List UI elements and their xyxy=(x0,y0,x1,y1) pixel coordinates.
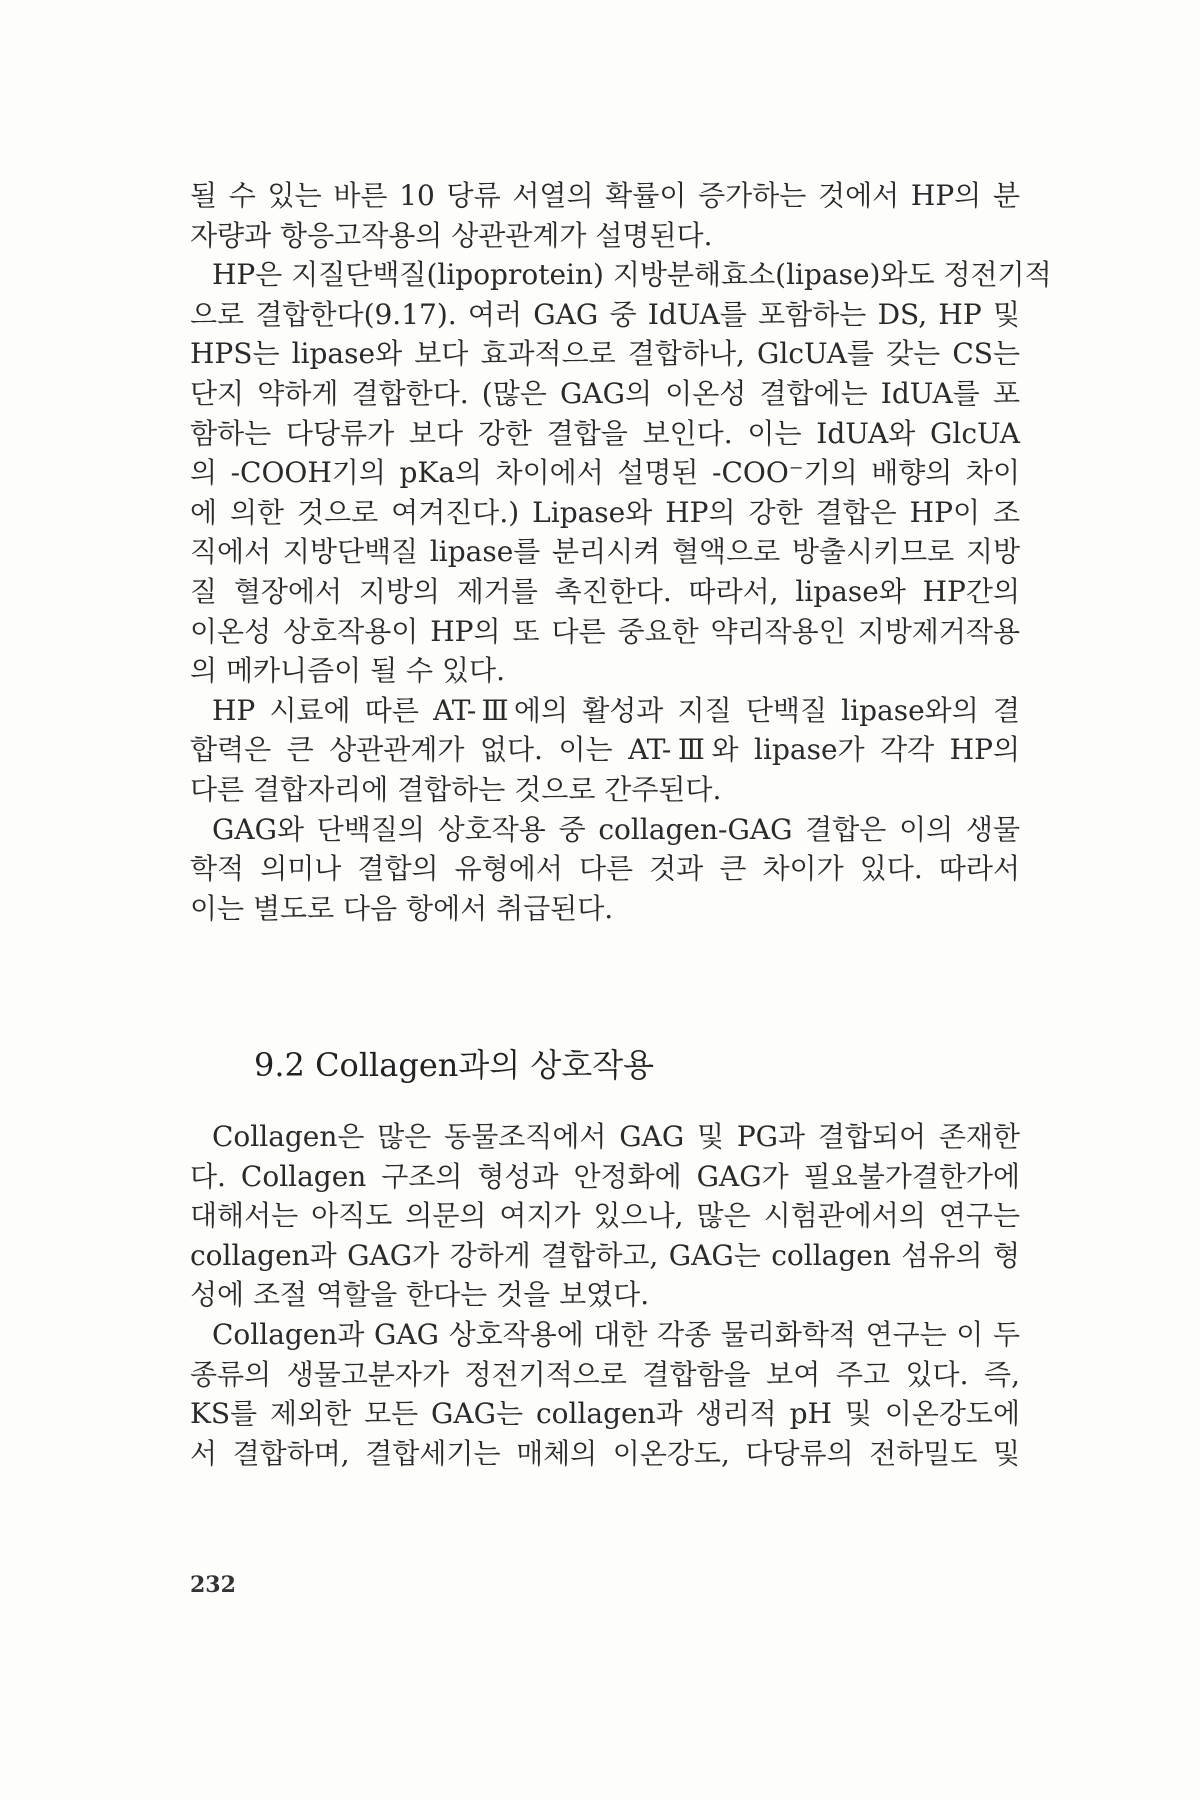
text-line: 다. Collagen 구조의 형성과 안정화에 GAG가 필요불가결한가에 xyxy=(190,1159,1020,1193)
text-line: 함하는 다당류가 보다 강한 결합을 보인다. 이는 IdUA와 GlcUA xyxy=(190,416,1020,450)
text-line: KS를 제외한 모든 GAG는 collagen과 생리적 pH 및 이온강도에 xyxy=(190,1397,1020,1431)
text-line: 대해서는 아직도 의문의 여지가 있으나, 많은 시험관에서의 연구는 xyxy=(190,1199,1020,1233)
text-line: 성에 조절 역할을 한다는 것을 보였다. xyxy=(190,1278,650,1312)
text-line: Collagen은 많은 동물조직에서 GAG 및 PG과 결합되어 존재한 xyxy=(212,1120,1020,1153)
text-line: 자량과 항응고작용의 상관관계가 설명된다. xyxy=(190,218,713,252)
section-heading: 9.2 Collagen과의 상호작용 xyxy=(254,1046,655,1084)
text-line: 의 메카니즘이 될 수 있다. xyxy=(190,654,505,688)
text-line: 이온성 상호작용이 HP의 또 다른 중요한 약리작용인 지방제거작용 xyxy=(190,614,1020,648)
text-line: 단지 약하게 결합한다. (많은 GAG의 이온성 결합에는 IdUA를 포 xyxy=(190,376,1020,410)
text-line: collagen과 GAG가 강하게 결합하고, GAG는 collagen 섬유의 형 xyxy=(190,1238,1020,1272)
page-number: 232 xyxy=(190,1572,236,1598)
text-line: HP 시료에 따른 AT-Ⅲ에의 활성과 지질 단백질 lipase와의 결 xyxy=(212,693,1020,727)
text-line: 으로 결합한다(9.17). 여러 GAG 중 IdUA를 포함하는 DS, HP 및 xyxy=(190,297,1020,331)
text-line: 서 결합하며, 결합세기는 매체의 이온강도, 다당류의 전하밀도 및 xyxy=(190,1436,1020,1470)
text-line: HP은 지질단백질(lipoprotein) 지방분해효소(lipase)와도 정전기적 xyxy=(212,258,1052,292)
text-line: GAG와 단백질의 상호작용 중 collagen-GAG 결합은 이의 생물 xyxy=(212,812,1020,846)
body-text-top xyxy=(190,176,1052,928)
body-text-bottom xyxy=(190,1117,1020,1473)
text-line: 의 -COOH기의 pKa의 차이에서 설명된 -COO⁻기의 배향의 차이 xyxy=(190,456,1020,490)
text-line: HPS는 lipase와 보다 효과적으로 결합하나, GlcUA를 갖는 CS는 xyxy=(190,337,1020,371)
text-line: 다른 결합자리에 결합하는 것으로 간주된다. xyxy=(190,772,722,806)
text-line: Collagen과 GAG 상호작용에 대한 각종 물리화학적 연구는 이 두 xyxy=(212,1317,1020,1351)
text-line: 직에서 지방단백질 lipase를 분리시켜 혈액으로 방출시키므로 지방 xyxy=(190,535,1020,569)
text-line: 학적 의미나 결합의 유형에서 다른 것과 큰 차이가 있다. 따라서 xyxy=(190,852,1020,886)
text-line: 합력은 큰 상관관계가 없다. 이는 AT-Ⅲ와 lipase가 각각 HP의 xyxy=(190,733,1020,767)
text-line: 이는 별도로 다음 항에서 취급된다. xyxy=(190,891,614,925)
text-line: 질 혈장에서 지방의 제거를 촉진한다. 따라서, lipase와 HP간의 xyxy=(190,574,1020,608)
text-line: 될 수 있는 바른 10 당류 서열의 확률이 증가하는 것에서 HP의 분 xyxy=(190,179,1020,212)
text-line: 에 의한 것으로 여겨진다.) Lipase와 HP의 강한 결합은 HP이 조 xyxy=(190,495,1020,529)
text-line: 종류의 생물고분자가 정전기적으로 결합함을 보여 주고 있다. 즉, xyxy=(190,1357,1020,1391)
